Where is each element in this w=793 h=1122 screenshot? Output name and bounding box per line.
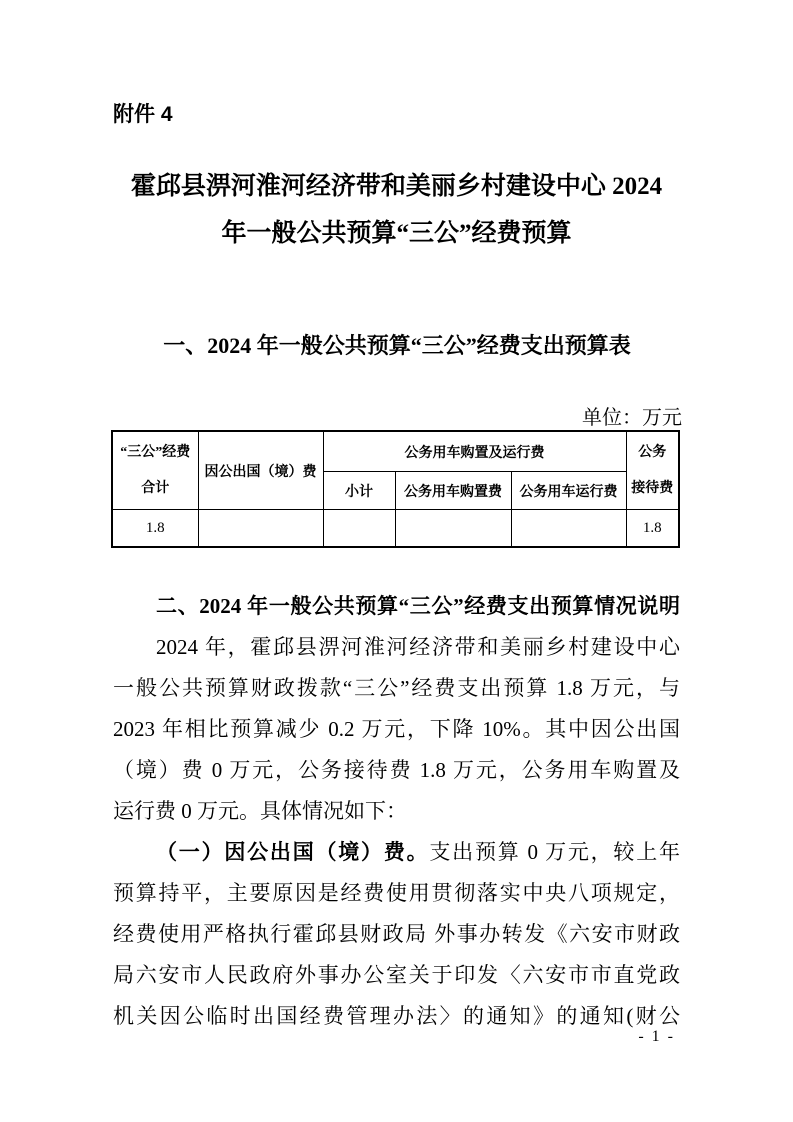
cell-vehicle-subtotal	[323, 510, 395, 548]
header-vehicle-purchase: 公务用车购置费	[395, 472, 511, 510]
body-line: 预算持平，主要原因是经费使用贯彻落实中央八项规定，	[113, 881, 680, 905]
cell-abroad	[198, 510, 323, 548]
unit-label: 单位：万元	[582, 407, 682, 429]
cell-total: 1.8	[112, 510, 198, 548]
three-public-expense-table	[111, 430, 680, 548]
body-line: （境）费 0 万元，公务接待费 1.8 万元，公务用车购置及	[113, 758, 680, 782]
title-line-1: 霍邱县淠河淮河经济带和美丽乡村建设中心 2024	[130, 173, 663, 200]
attachment-label: 附件 4	[113, 103, 173, 126]
body-line: 2023 年相比预算减少 0.2 万元，下降 10%。其中因公出国	[113, 717, 680, 741]
body-line: 运行费 0 万元。具体情况如下：	[113, 799, 407, 823]
body-line-subitem	[113, 832, 680, 873]
body-line: 经费使用严格执行霍邱县财政局 外事办转发《六安市财政	[113, 922, 680, 946]
title-line-2: 年一般公共预算“三公”经费预算	[221, 220, 572, 247]
page-number: - 1 -	[638, 1028, 675, 1045]
section1-heading: 一、2024 年一般公共预算“三公”经费支出预算表	[163, 333, 631, 358]
body-line: 机关因公临时出国经费管理办法〉的通知》的通知(财公	[113, 1004, 680, 1028]
header-reception	[626, 431, 679, 510]
subitem-rest: 支出预算 0 万元，较上年	[429, 840, 680, 864]
header-abroad: 因公出国（境）费	[198, 431, 323, 510]
header-reception-line2: 接待费	[631, 480, 674, 496]
document-title	[90, 163, 703, 257]
cell-reception: 1.8	[626, 510, 679, 548]
cell-vehicle-operation	[511, 510, 626, 548]
section2-heading: 二、2024 年一般公共预算“三公”经费支出预算情况说明	[156, 594, 680, 618]
body-line: 局六安市人民政府外事办公室关于印发〈六安市市直党政	[113, 963, 680, 987]
header-vehicle-group: 公务用车购置及运行费	[323, 431, 626, 472]
header-total-line2: 合计	[141, 480, 170, 496]
section2-body	[113, 586, 680, 1037]
header-total-line1: “三公”经费	[120, 444, 191, 460]
table-row	[112, 510, 679, 548]
cell-vehicle-purchase	[395, 510, 511, 548]
header-reception-line1: 公务	[638, 444, 667, 460]
header-vehicle-operation: 公务用车运行费	[511, 472, 626, 510]
header-vehicle-subtotal: 小计	[323, 472, 395, 510]
body-line: 2024 年，霍邱县淠河淮河经济带和美丽乡村建设中心	[156, 635, 680, 659]
subitem-bold-lead: （一）因公出国（境）费。	[156, 840, 430, 864]
header-total	[112, 431, 198, 510]
body-line: 一般公共预算财政拨款“三公”经费支出预算 1.8 万元，与	[113, 676, 680, 700]
